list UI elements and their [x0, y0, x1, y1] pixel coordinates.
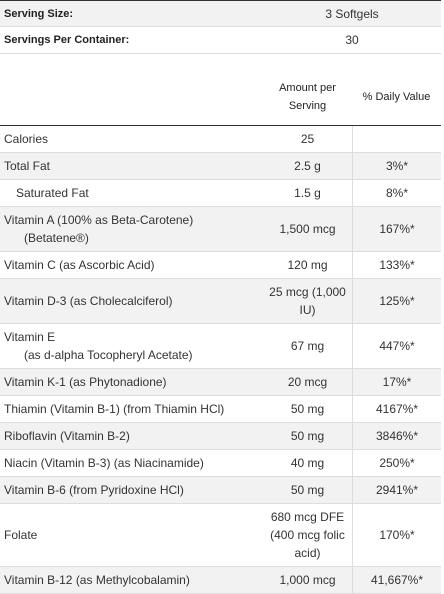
nutrient-daily-value: 3846%*	[352, 423, 441, 449]
nutrient-amount: 25	[300, 132, 315, 146]
column-header-nutrient	[0, 68, 263, 125]
nutrient-name-cell	[0, 207, 263, 251]
nutrient-name: Vitamin A (100% as Beta-Carotene)	[4, 213, 194, 227]
nutrient-amount: 1,500 mcg	[279, 222, 336, 236]
nutrient-amount: 2.5 g	[294, 159, 321, 173]
nutrient-name-cell	[0, 324, 263, 368]
nutrient-name-detail: (as d-alpha Tocopheryl Acetate)	[24, 348, 193, 362]
nutrient-name: Vitamin K-1 (as Phytonadione)	[4, 375, 167, 389]
serving-size-label: Serving Size:	[4, 7, 74, 20]
table-row	[0, 450, 441, 477]
nutrient-daily-value: 17%*	[352, 369, 441, 395]
nutrient-amount: 680 mcg DFE (400 mcg folic acid)	[270, 510, 345, 560]
nutrient-name: Vitamin D-3 (as Cholecalciferol)	[4, 294, 173, 308]
nutrient-amount: 20 mcg	[287, 375, 328, 389]
servings-per-container-row	[0, 27, 441, 54]
nutrient-daily-value: 125%*	[352, 279, 441, 323]
nutrient-name: Vitamin B-12 (as Methylcobalamin)	[4, 573, 190, 587]
table-row	[0, 396, 441, 423]
nutrient-daily-value: 250%*	[352, 450, 441, 476]
nutrient-name: Vitamin C (as Ascorbic Acid)	[4, 258, 155, 272]
nutrient-amount: 1.5 g	[294, 186, 321, 200]
nutrient-daily-value: 41,667%*	[352, 567, 441, 593]
table-row	[0, 324, 441, 369]
nutrient-amount: 50 mg	[290, 429, 325, 443]
table-row	[0, 369, 441, 396]
nutrient-name: Total Fat	[4, 159, 51, 173]
nutrient-name: Folate	[4, 528, 38, 542]
nutrient-name: Calories	[4, 132, 49, 146]
table-row	[0, 567, 441, 594]
column-header-daily-value: % Daily Value	[362, 90, 431, 103]
nutrient-daily-value: 170%*	[352, 504, 441, 566]
nutrient-daily-value: 4167%*	[352, 396, 441, 422]
table-row	[0, 207, 441, 252]
nutrient-daily-value: 3%*	[352, 153, 441, 179]
serving-size-row	[0, 1, 441, 27]
table-row	[0, 180, 441, 207]
column-header-amount: Amount per Serving	[279, 81, 336, 112]
servings-per-container-value: 30	[345, 33, 359, 47]
servings-per-container-label: Servings Per Container:	[4, 34, 130, 46]
nutrient-name: Niacin (Vitamin B-3) (as Niacinamide)	[4, 456, 204, 470]
table-row	[0, 252, 441, 279]
nutrient-daily-value: 2941%*	[352, 477, 441, 503]
nutrient-name: Vitamin E	[4, 330, 56, 344]
nutrient-amount: 120 mg	[287, 258, 328, 272]
nutrient-amount: 1,000 mcg	[279, 573, 336, 587]
nutrient-amount: 67 mg	[290, 339, 325, 353]
nutrient-amount: 40 mg	[290, 456, 325, 470]
table-row	[0, 423, 441, 450]
serving-size-value: 3 Softgels	[325, 6, 379, 21]
nutrient-daily-value: 8%*	[352, 180, 441, 206]
nutrient-amount: 50 mg	[290, 402, 325, 416]
nutrient-name-detail: (Betatene®)	[24, 231, 89, 245]
nutrient-daily-value: 167%*	[352, 207, 441, 251]
nutrient-name: Thiamin (Vitamin B-1) (from Thiamin HCl)	[4, 402, 225, 416]
nutrient-daily-value: 133%*	[352, 252, 441, 278]
nutrient-name: Riboflavin (Vitamin B-2)	[4, 429, 130, 443]
table-row	[0, 126, 441, 153]
nutrient-amount: 50 mg	[290, 483, 325, 497]
table-row	[0, 504, 441, 567]
nutrient-daily-value: 447%*	[352, 324, 441, 368]
table-row	[0, 477, 441, 504]
column-header-row	[0, 68, 441, 126]
nutrient-name: Saturated Fat	[16, 186, 89, 200]
spacer	[0, 54, 441, 68]
nutrient-amount: 25 mcg (1,000 IU)	[269, 285, 346, 317]
nutrient-daily-value	[352, 126, 441, 152]
nutrient-name: Vitamin B-6 (from Pyridoxine HCl)	[4, 483, 184, 497]
table-row	[0, 153, 441, 180]
table-row	[0, 279, 441, 324]
